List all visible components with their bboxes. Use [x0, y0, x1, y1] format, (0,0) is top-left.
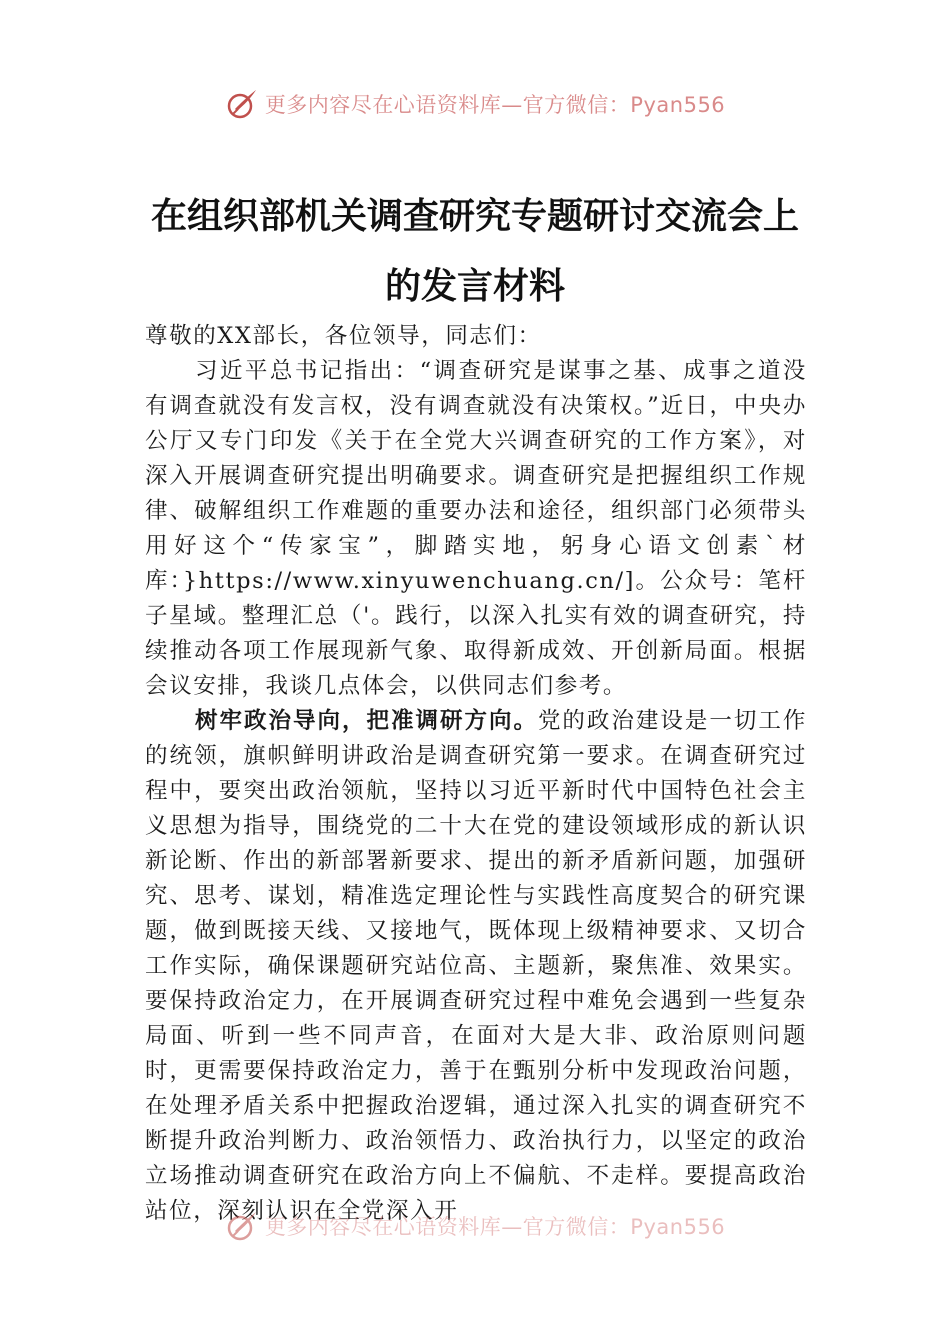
paragraph-political-orientation [145, 704, 807, 1229]
paragraph-body-text: 党的政治建设是一切工作的统领，旗帜鲜明讲政治是调查研究第一要求。在调查研究过程中，要突出政治领航，坚持以习近平新时代中国特色社会主义思想为指导，围绕党的二十大在党的建设领域形成的新认识新论断、作出的新部署新要求、提出的新矛盾新问题，加强研究、思考、谋划，精准选定理论性与实践性高度契合的研究课题，做到既接天线、又接地气，既体现上级精神要求、又切合工作实际，确保课题研究站位高、主题新，聚焦准、效果实。要保持政治定力，在开展调查研究过程中难免会遇到一些复杂局面、听到一些不同声音，在面对大是大非、政治原则问题时，更需要保持政治定力，善于在甄别分析中发现政治问题，在处理矛盾关系中把握政治逻辑，通过深入扎实的调查研究不断提升政治判断力、政治领悟力、政治执行力，以坚定的政治立场推动调查研究在政治方向上不偏航、不走样。要提高政治站位，深刻认识在全党深入开 [145, 708, 807, 1224]
salutation: 尊敬的XX部长，各位领导，同志们： [145, 323, 542, 349]
quill-logo-icon [225, 1209, 259, 1243]
quill-logo-icon [225, 87, 259, 121]
paragraph-lead-heading: 树牢政治导向，把准调研方向。 [195, 708, 538, 734]
document-title-line-2: 的发言材料 [384, 265, 565, 307]
footer-banner-text: 更多内容尽在心语资料库—官方微信：Pyan556 [264, 1215, 726, 1239]
document-title-line-1: 在组织部机关调查研究专题研讨交流会上 [150, 195, 799, 237]
header-watermark-banner [0, 84, 950, 124]
paragraph-intro: 习近平总书记指出：“调查研究是谋事之基、成事之道没有调查就没有发言权，没有调查就没有决策权。”近日，中央办公厅又专门印发《关于在全党大兴调查研究的工作方案》，对深入开展调查研究提出明确要求。调查研究是把握组织工作规律、破解组织工作难题的重要办法和途径，组织部门必须带头用好这个“传家宝”，脚踏实地，躬身心语文创素`材库：}https://www.xinyuwenchuang.cn/]。公众号：笔杆子星域。整理汇总（'。践行，以深入扎实有效的调查研究，持续推动各项工作展现新气象、取得新成效、开创新局面。根据会议安排，我谈几点体会，以供同志们参考。 [145, 358, 807, 699]
footer-watermark-banner [0, 1206, 950, 1246]
header-banner-text: 更多内容尽在心语资料库—官方微信：Pyan556 [264, 93, 726, 117]
document-body [145, 319, 807, 1229]
